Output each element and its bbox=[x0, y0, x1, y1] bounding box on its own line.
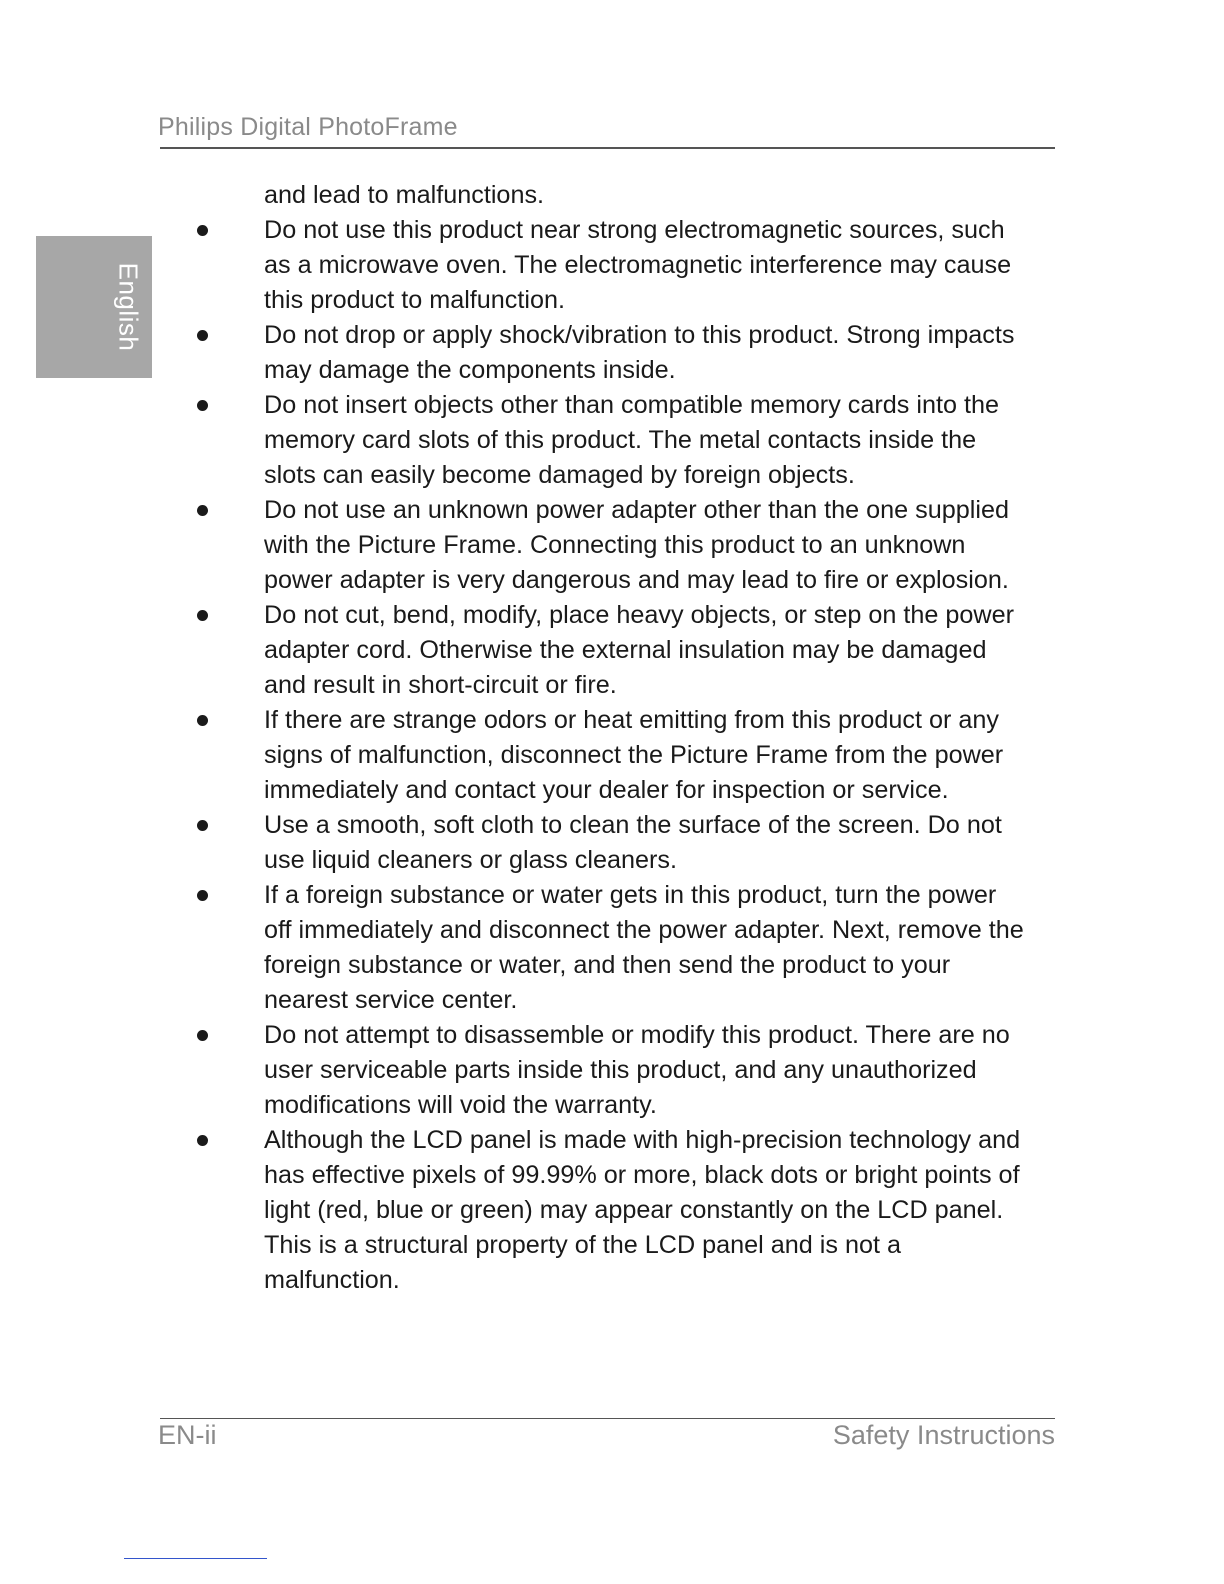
bullet-dot-icon bbox=[197, 890, 208, 901]
bullet-text: Do not insert objects other than compatible memory cards into the memory card slots of this product. The metal contacts inside the slots can easily become damaged by foreign objects. bbox=[264, 391, 1000, 489]
header-rule bbox=[160, 147, 1055, 149]
footer-section-title: Safety Instructions bbox=[832, 1420, 1055, 1450]
bullet-dot-icon bbox=[197, 820, 208, 831]
bullet-text: Do not cut, bend, modify, place heavy objects, or step on the power adapter cord. Otherwise the external insulation may be damaged and result in short-circuit or fire. bbox=[264, 601, 1014, 699]
bullet-item bbox=[264, 213, 1024, 318]
bullet-text: Use a smooth, soft cloth to clean the surface of the screen. Do not use liquid cleaners or glass cleaners. bbox=[264, 811, 1002, 874]
bullet-text: Do not use this product near strong electromagnetic sources, such as a microwave oven. The electromagnetic interference may cause this product to malfunction. bbox=[264, 216, 1012, 314]
bullet-item bbox=[264, 388, 1024, 493]
bullet-text: Do not drop or apply shock/vibration to this product. Strong impacts may damage the components inside. bbox=[264, 321, 1015, 384]
bullet-dot-icon bbox=[197, 1030, 208, 1041]
bullet-text: Do not use an unknown power adapter other than the one supplied with the Picture Frame. Connecting this product to an unknown power adapter is very dangerous and may lead to fire or explosion. bbox=[264, 496, 1009, 594]
bullet-item bbox=[264, 703, 1024, 808]
bullet-item bbox=[264, 493, 1024, 598]
bullet-text: Do not attempt to disassemble or modify this product. There are no user serviceable parts inside this product, and any unauthorized modifications will void the warranty. bbox=[264, 1021, 1010, 1119]
bullet-dot-icon bbox=[197, 610, 208, 621]
bottom-link-underline bbox=[124, 1558, 267, 1559]
running-header-title: Philips Digital PhotoFrame bbox=[158, 113, 458, 141]
continued-text: and lead to malfunctions. bbox=[264, 181, 545, 209]
bullet-item bbox=[264, 878, 1024, 1018]
bullet-dot-icon bbox=[197, 1135, 208, 1146]
safety-instructions-body bbox=[264, 178, 1024, 1298]
bullet-item bbox=[264, 598, 1024, 703]
bullet-text: If there are strange odors or heat emitting from this product or any signs of malfunction, disconnect the Picture Frame from the power immediately and contact your dealer for inspection or service. bbox=[264, 706, 1004, 804]
bullet-dot-icon bbox=[197, 400, 208, 411]
bullet-text: Although the LCD panel is made with high-precision technology and has effective pixels of 99.99% or more, black dots or bright points of light (red, blue or green) may appear constantly on the LCD panel. This is a structural property of the LCD panel and is not a malfunction. bbox=[264, 1126, 1021, 1294]
bullet-item bbox=[264, 318, 1024, 388]
bullet-dot-icon bbox=[197, 505, 208, 516]
bullet-item bbox=[264, 1018, 1024, 1123]
footer-rule bbox=[160, 1418, 1055, 1419]
bullet-text: If a foreign substance or water gets in this product, turn the power off immediately and disconnect the power adapter. Next, remove the foreign substance or water, and then send the product to your nearest service center. bbox=[264, 881, 1024, 1014]
bullet-item bbox=[264, 808, 1024, 878]
safety-bullet-list bbox=[264, 213, 1024, 1298]
bullet-dot-icon bbox=[197, 330, 208, 341]
bullet-dot-icon bbox=[197, 225, 208, 236]
footer-page-number: EN-ii bbox=[158, 1420, 217, 1450]
bullet-dot-icon bbox=[197, 715, 208, 726]
bullet-item bbox=[264, 1123, 1024, 1298]
language-tab-label: English bbox=[113, 262, 144, 352]
